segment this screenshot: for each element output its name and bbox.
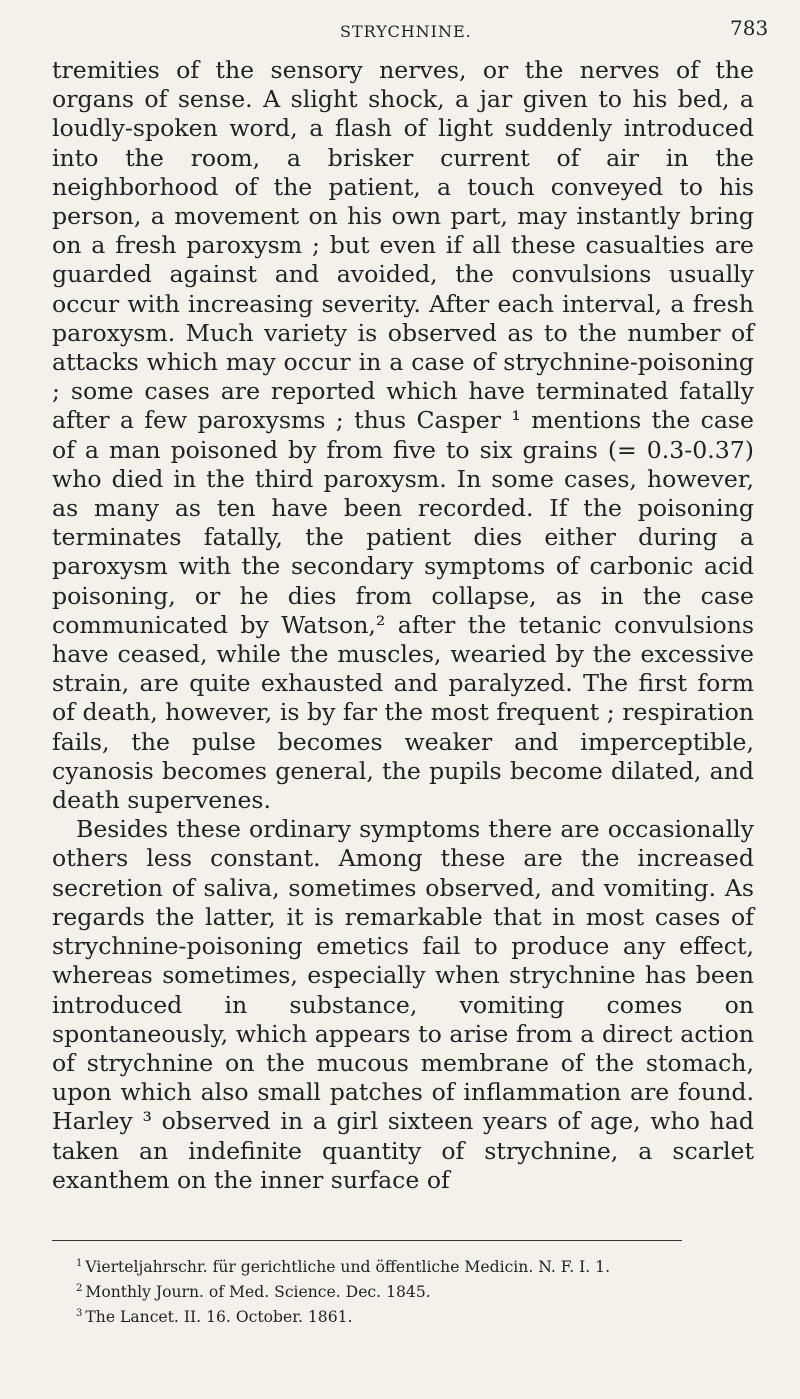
page-number: 783 bbox=[730, 16, 769, 40]
footnote-2 bbox=[76, 1278, 756, 1303]
footnote-text: Monthly Journ. of Med. Science. Dec. 1845. bbox=[85, 1283, 431, 1302]
footnote-1 bbox=[76, 1253, 756, 1278]
paragraph-2: Besides these ordinary symptoms there are occasionally others less constant. Among these are the increased secretion of saliva, sometimes observed, and vomiting. As regards the latter, it is remarkable that in most cases of strychnine-poisoning emetics fail to produce any effect, whereas sometimes, especially when strychnine has been introduced in substance, vomiting comes on spontaneously, which appears to arise from a direct action of strychnine on the mucous membrane of the stomach, upon which also small patches of inflammation are found. Harley ³ observed in a girl sixteen years of age, who had taken an indefinite quantity of strychnine, a scarlet exanthem on the inner surface of bbox=[52, 815, 754, 1194]
body-text bbox=[52, 56, 754, 1195]
footnote-text: The Lancet. II. 16. October. 1861. bbox=[85, 1308, 353, 1327]
footnote-text: Vierteljahrschr. für gerichtliche und öffentliche Medicin. N. F. I. 1. bbox=[85, 1258, 611, 1277]
footnote-3 bbox=[76, 1303, 756, 1328]
footnotes bbox=[76, 1253, 756, 1329]
footnote-mark: 1 bbox=[76, 1258, 83, 1269]
paragraph-1: tremities of the sensory nerves, or the nerves of the organs of sense. A slight shock, a jar given to his bed, a loudly-spoken word, a flash of light suddenly introduced into the room, a brisker current of air in the neighborhood of the patient, a touch conveyed to his person, a movement on his own part, may instantly bring on a fresh paroxysm ; but even if all these casualties are guarded against and avoided, the convulsions usually occur with increasing severity. After each interval, a fresh paroxysm. Much variety is observed as to the number of attacks which may occur in a case of strychnine-poisoning ; some cases are reported which have terminated fatally after a few paroxysms ; thus Casper ¹ mentions the case of a man poisoned by from five to six grains (= 0.3-0.37) who died in the third paroxysm. In some cases, however, as many as ten have been recorded. If the poisoning terminates fatally, the patient dies either during a paroxysm with the secondary symptoms of carbonic acid poisoning, or he dies from collapse, as in the case communicated by Watson,² after the tetanic convulsions have ceased, while the muscles, wearied by the excessive strain, are quite exhausted and paralyzed. The first form of death, however, is by far the most frequent ; respiration fails, the pulse becomes weaker and imperceptible, cyanosis becomes general, the pupils become dilated, and death supervenes. bbox=[52, 56, 754, 815]
running-head: STRYCHNINE. bbox=[340, 22, 472, 41]
footnote-mark: 2 bbox=[76, 1283, 83, 1295]
footnote-rule bbox=[52, 1240, 682, 1241]
footnote-mark: 3 bbox=[76, 1308, 83, 1320]
page-header bbox=[0, 14, 800, 44]
